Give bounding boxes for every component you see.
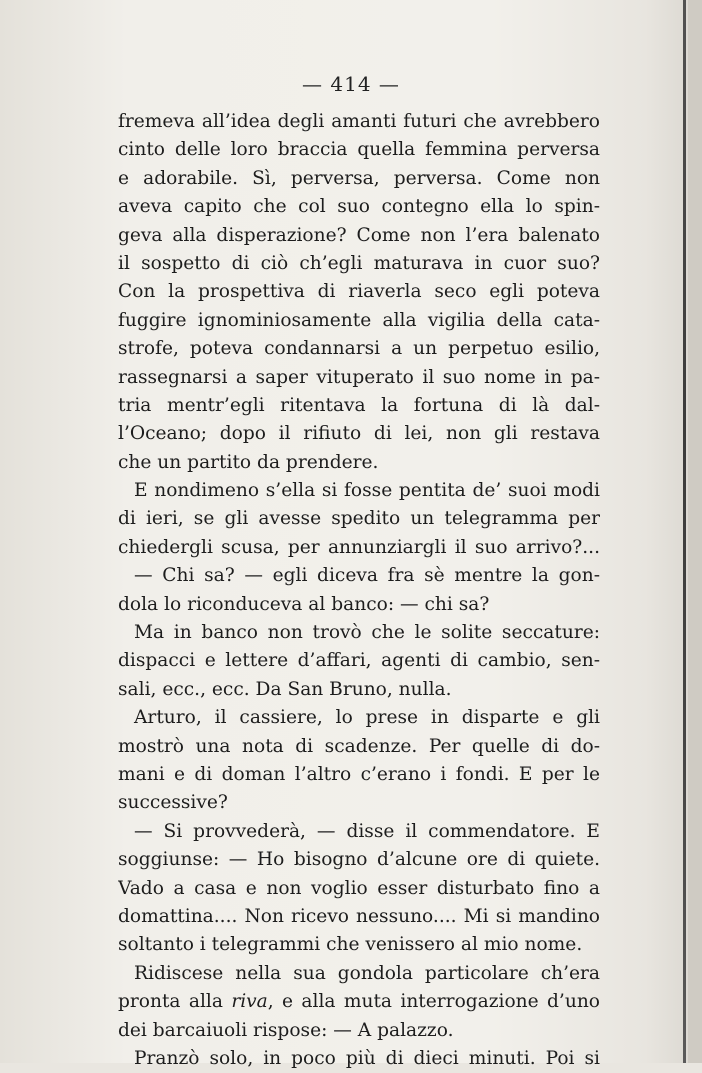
italic-word: riva bbox=[231, 991, 268, 1013]
text-line: Con la prospettiva di riaverla seco egli poteva bbox=[118, 281, 600, 303]
text-line: dispacci e lettere d’affari, agenti di cambio, sen- bbox=[118, 650, 600, 672]
text-line: mostrò una nota di scadenze. Per quelle di do- bbox=[118, 735, 600, 757]
text-line: aveva capito che col suo contegno ella lo spin- bbox=[118, 196, 600, 218]
text-line: Ma in banco non trovò che le solite seccature: bbox=[134, 622, 600, 644]
text-line: Arturo, il cassiere, lo prese in disparte e gli bbox=[134, 707, 600, 729]
page-gutter-shadow bbox=[683, 0, 686, 1063]
text-line: e adorabile. Sì, perversa, perversa. Come non bbox=[118, 167, 600, 189]
text-line: fremeva all’idea degli amanti futuri che avrebbero bbox=[118, 111, 600, 132]
text-line: rassegnarsi a saper vituperato il suo nome in pa- bbox=[118, 366, 600, 388]
text-line: chiedergli scusa, per annunziargli il suo arrivo?... bbox=[118, 536, 600, 558]
page-number: — 414 — bbox=[302, 72, 400, 96]
text-line: mani e di doman l’altro c’erano i fondi. E per le bbox=[118, 763, 600, 785]
text-line: di ieri, se gli avesse spedito un telegramma per bbox=[118, 508, 600, 530]
text-line: — Chi sa? — egli diceva fra sè mentre la gon- bbox=[134, 565, 600, 587]
text-line: E nondimeno s’ella si fosse pentita de’ suoi modi bbox=[134, 480, 600, 502]
text-line: fuggire ignominiosamente alla vigilia della cata- bbox=[118, 309, 600, 331]
text-line: sali, ecc., ecc. Da San Bruno, nulla. bbox=[118, 678, 452, 700]
text-line: dei barcaiuoli rispose: — A palazzo. bbox=[118, 1019, 454, 1041]
text-line: tria mentr’egli ritentava la fortuna di là dal- bbox=[118, 394, 600, 416]
text-line: l’Oceano; dopo il rifiuto di lei, non gli restava bbox=[118, 423, 600, 445]
text-line: strofe, poteva condannarsi a un perpetuo esilio, bbox=[118, 338, 600, 360]
text-line: dola lo riconduceva al banco: — chi sa? bbox=[118, 593, 490, 615]
text-line: geva alla disperazione? Come non l’era balenato bbox=[118, 224, 600, 246]
text-line: successive? bbox=[118, 792, 228, 814]
text-line: Vado a casa e non voglio esser disturbato fino a bbox=[118, 877, 600, 899]
text-line: pronta alla riva, e alla muta interrogazione d’uno bbox=[118, 991, 600, 1013]
page-edge bbox=[688, 0, 702, 1063]
text-line: soltanto i telegrammi che venissero al mio nome. bbox=[118, 934, 583, 956]
text-line: il sospetto di ciò ch’egli maturava in cuor suo? bbox=[118, 252, 600, 274]
body-text bbox=[118, 108, 600, 1073]
text-line: domattina.... Non ricevo nessuno.... Mi si mandino bbox=[118, 905, 600, 927]
text-line: Ridiscese nella sua gondola particolare ch’era bbox=[134, 962, 600, 984]
text-line: soggiunse: — Ho bisogno d’alcune ore di quiete. bbox=[118, 849, 600, 871]
text-line: cinto delle loro braccia quella femmina perversa bbox=[118, 139, 600, 161]
text-line: che un partito da prendere. bbox=[118, 451, 379, 473]
text-line: Pranzò solo, in poco più di dieci minuti. Poi si bbox=[134, 1047, 600, 1069]
text-line: — Si provvederà, — disse il commendatore. E bbox=[134, 820, 600, 842]
